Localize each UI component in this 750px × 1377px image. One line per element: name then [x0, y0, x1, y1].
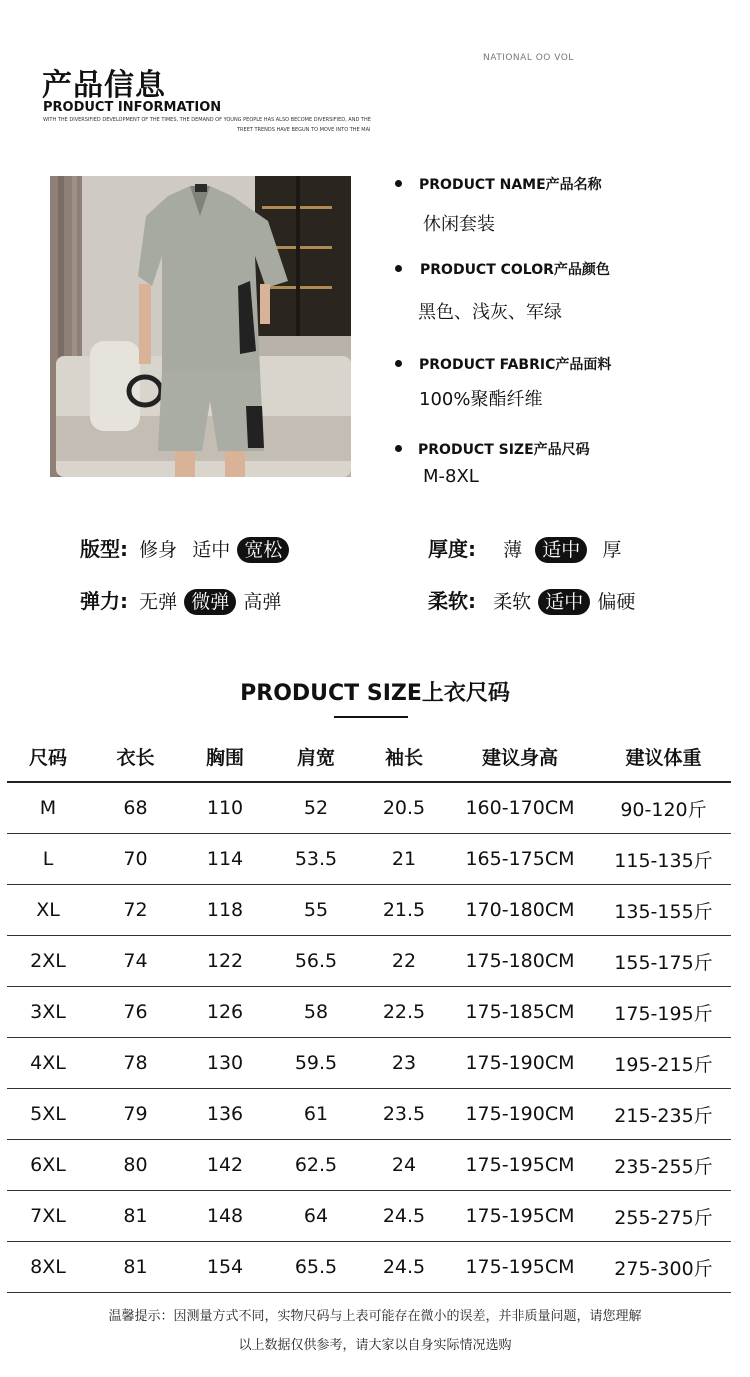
product-name-value: 休闲套装: [423, 214, 495, 235]
table-cell: M: [7, 782, 89, 834]
table-cell: 79: [89, 1089, 182, 1140]
table-cell: 175-180CM: [444, 936, 596, 987]
table-cell: 7XL: [7, 1191, 89, 1242]
table-cell: 58: [268, 987, 364, 1038]
table-cell: 23.5: [364, 1089, 444, 1140]
table-cell: 59.5: [268, 1038, 364, 1089]
table-cell: 72: [89, 885, 182, 936]
size-chart-title: PRODUCT SIZE上衣尺码: [240, 681, 510, 706]
table-cell: 20.5: [364, 782, 444, 834]
softness-option-stiff: 偏硬: [597, 591, 636, 613]
table-cell: 155-175斤: [596, 936, 731, 987]
table-cell: 3XL: [7, 987, 89, 1038]
table-cell: 5XL: [7, 1089, 89, 1140]
softness-label: 柔软: [428, 589, 468, 613]
softness-colon: :: [468, 589, 476, 613]
table-cell: 24: [364, 1140, 444, 1191]
tagline-line-1: WITH THE DIVERSIFIED DEVELOPMENT OF THE TIMES, THE DEMAND OF YOUNG PEOPLE HAS ALSO BECOME DIVERSIFIED, AND THE: [43, 117, 371, 123]
table-header-cell: 胸围: [182, 732, 268, 782]
table-cell: 175-190CM: [444, 1089, 596, 1140]
table-cell: 118: [182, 885, 268, 936]
table-row: [7, 782, 731, 834]
product-fabric-value: 100%聚酯纤维: [419, 389, 543, 410]
table-cell: 53.5: [268, 834, 364, 885]
table-cell: 170-180CM: [444, 885, 596, 936]
fit-attribute: [80, 533, 289, 562]
table-header-cell: 衣长: [89, 732, 182, 782]
table-row: [7, 1191, 731, 1242]
table-cell: 76: [89, 987, 182, 1038]
table-cell: 148: [182, 1191, 268, 1242]
table-cell: 255-275斤: [596, 1191, 731, 1242]
table-cell: 175-195斤: [596, 987, 731, 1038]
thickness-attribute: [428, 533, 621, 562]
table-cell: 90-120斤: [596, 782, 731, 834]
table-cell: 115-135斤: [596, 834, 731, 885]
product-size-value: M-8XL: [423, 466, 479, 487]
table-cell: 175-195CM: [444, 1242, 596, 1293]
table-cell: 195-215斤: [596, 1038, 731, 1089]
table-cell: 68: [89, 782, 182, 834]
table-cell: 61: [268, 1089, 364, 1140]
fit-option-slim: 修身: [139, 539, 178, 561]
elasticity-label: 弹力: [80, 589, 120, 613]
table-header-cell: 肩宽: [268, 732, 364, 782]
product-size-label: PRODUCT SIZE产品尺码: [418, 442, 590, 458]
product-photo: [50, 176, 351, 477]
elasticity-option-slight-selected: 微弹: [184, 589, 236, 615]
product-fabric-label: PRODUCT FABRIC产品面料: [419, 357, 612, 373]
table-cell: 21.5: [364, 885, 444, 936]
table-cell: 175-185CM: [444, 987, 596, 1038]
table-cell: 55: [268, 885, 364, 936]
table-cell: 275-300斤: [596, 1242, 731, 1293]
tagline-line-2: TREET TRENDS HAVE BEGUN TO MOVE INTO THE MAI: [237, 127, 371, 133]
elasticity-colon: :: [120, 589, 128, 613]
thickness-colon: :: [468, 537, 476, 561]
table-cell: 160-170CM: [444, 782, 596, 834]
table-row: [7, 1242, 731, 1293]
table-row: [7, 1038, 731, 1089]
product-color-label: PRODUCT COLOR产品颜色: [420, 262, 610, 278]
fit-colon: :: [120, 537, 128, 561]
page-title: 产品信息: [42, 68, 166, 103]
table-cell: 23: [364, 1038, 444, 1089]
table-cell: 22.5: [364, 987, 444, 1038]
table-cell: 114: [182, 834, 268, 885]
table-row: [7, 936, 731, 987]
table-cell: 80: [89, 1140, 182, 1191]
table-cell: 154: [182, 1242, 268, 1293]
table-cell: 24.5: [364, 1191, 444, 1242]
table-cell: 22: [364, 936, 444, 987]
title-underline: [334, 716, 408, 718]
table-cell: 8XL: [7, 1242, 89, 1293]
bullet-dot: [395, 180, 402, 187]
table-cell: 65.5: [268, 1242, 364, 1293]
table-cell: 142: [182, 1140, 268, 1191]
notice-line-1: 温馨提示：因测量方式不同，实物尺码与上表可能存在微小的误差，并非质量问题，请您理解: [108, 1309, 642, 1324]
table-row: [7, 1140, 731, 1191]
table-cell: 130: [182, 1038, 268, 1089]
table-row: [7, 1089, 731, 1140]
table-cell: XL: [7, 885, 89, 936]
elasticity-option-none: 无弹: [139, 591, 178, 613]
bullet-dot: [395, 265, 402, 272]
table-cell: 2XL: [7, 936, 89, 987]
size-chart-table: [7, 732, 731, 1293]
table-cell: 78: [89, 1038, 182, 1089]
table-cell: 165-175CM: [444, 834, 596, 885]
table-row: [7, 834, 731, 885]
softness-option-medium-selected: 适中: [538, 589, 590, 615]
softness-attribute: [428, 585, 635, 614]
table-row: [7, 987, 731, 1038]
table-header-cell: 建议身高: [444, 732, 596, 782]
table-cell: 56.5: [268, 936, 364, 987]
brand-text: NATIONAL OO VOL: [483, 53, 574, 63]
product-name-label: PRODUCT NAME产品名称: [419, 177, 602, 193]
page-subtitle: PRODUCT INFORMATION: [43, 100, 222, 115]
table-cell: 74: [89, 936, 182, 987]
table-cell: 126: [182, 987, 268, 1038]
elasticity-attribute: [80, 585, 281, 614]
table-cell: 136: [182, 1089, 268, 1140]
elasticity-option-high: 高弹: [243, 591, 282, 613]
table-cell: 175-195CM: [444, 1140, 596, 1191]
table-header-row: [7, 732, 731, 782]
table-header-cell: 袖长: [364, 732, 444, 782]
product-color-value: 黑色、浅灰、军绿: [418, 302, 562, 323]
table-cell: 70: [89, 834, 182, 885]
table-cell: 6XL: [7, 1140, 89, 1191]
thickness-label: 厚度: [428, 537, 468, 561]
notice-line-2: 以上数据仅供参考，请大家以自身实际情况选购: [238, 1338, 512, 1353]
thickness-option-thin: 薄: [503, 539, 523, 561]
table-cell: 175-195CM: [444, 1191, 596, 1242]
table-cell: 235-255斤: [596, 1140, 731, 1191]
fit-label: 版型: [80, 537, 120, 561]
table-cell: 135-155斤: [596, 885, 731, 936]
table-body: [7, 782, 731, 1293]
table-cell: 81: [89, 1191, 182, 1242]
table-header-cell: 尺码: [7, 732, 89, 782]
table-cell: 175-190CM: [444, 1038, 596, 1089]
table-cell: 81: [89, 1242, 182, 1293]
table-cell: 122: [182, 936, 268, 987]
table-cell: L: [7, 834, 89, 885]
table-cell: 24.5: [364, 1242, 444, 1293]
softness-option-soft: 柔软: [493, 591, 532, 613]
bullet-dot: [395, 445, 402, 452]
fit-option-loose-selected: 宽松: [237, 537, 289, 563]
thickness-option-thick: 厚: [602, 539, 622, 561]
table-header-cell: 建议体重: [596, 732, 731, 782]
table-cell: 52: [268, 782, 364, 834]
fit-option-regular: 适中: [192, 539, 231, 561]
table-cell: 4XL: [7, 1038, 89, 1089]
table-row: [7, 885, 731, 936]
table-cell: 64: [268, 1191, 364, 1242]
table-cell: 110: [182, 782, 268, 834]
bullet-dot: [395, 360, 402, 367]
table-cell: 62.5: [268, 1140, 364, 1191]
table-cell: 215-235斤: [596, 1089, 731, 1140]
thickness-option-medium-selected: 适中: [535, 537, 587, 563]
table-cell: 21: [364, 834, 444, 885]
